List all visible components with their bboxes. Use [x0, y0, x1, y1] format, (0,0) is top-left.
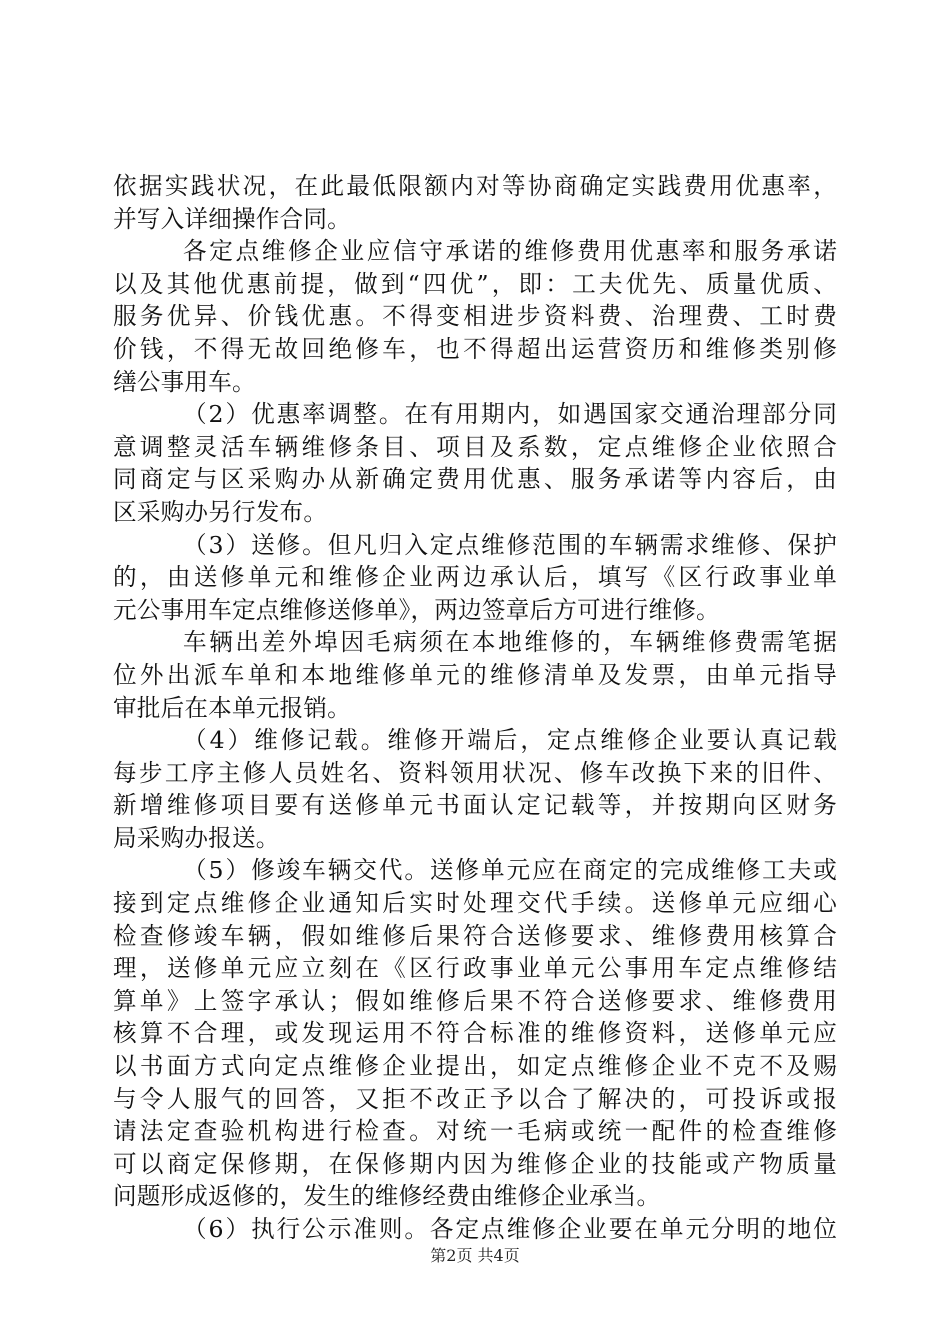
text-line: 同商定与区采购办从新确定费用优惠、服务承诺等内容后，由 [113, 465, 837, 494]
text-line: 价钱，不得无故回绝修车，也不得超出运营资历和维修类别修 [113, 334, 837, 363]
text-line: 可以商定保修期，在保修期内因为维修企业的技能或产物质量 [113, 1149, 837, 1178]
text-line: （6）执行公示准则。各定点维修企业要在单元分明的地位 [183, 1215, 837, 1243]
text-line: 理，送修单元应立刻在《区行政事业单元公事用车定点维修结 [113, 954, 837, 983]
text-line: 车辆出差外埠因毛病须在本地维修的，车辆维修费需笔据 [183, 628, 837, 657]
text-line: （4）维修记载。维修开端后，定点维修企业要认真记载 [183, 726, 837, 755]
text-line: 问题形成返修的，发生的维修经费由维修企业承当。 [113, 1182, 661, 1211]
text-line: 以书面方式向定点维修企业提出，如定点维修企业不克不及赐 [113, 1052, 837, 1081]
document-body [113, 170, 837, 1246]
text-line: 元公事用车定点维修送修单》，两边签章后方可进行维修。 [113, 595, 720, 624]
text-line: 局采购办报送。 [113, 823, 280, 852]
text-line: 接到定点维修企业通知后实时处理交代手续。送修单元应细心 [113, 889, 837, 918]
text-line: （2）优惠率调整。在有用期内，如遇国家交通治理部分同 [183, 400, 837, 429]
text-line: 以及其他优惠前提，做到“四优”，即：工夫优先、质量优质、 [113, 269, 837, 298]
text-line: 服务优异、价钱优惠。不得变相进步资料费、治理费、工时费 [113, 302, 837, 331]
text-line: 依据实践状况，在此最低限额内对等协商确定实践费用优惠率， [113, 172, 837, 200]
text-line: 算单》上签字承认；假如维修后果不符合送修要求、维修费用 [113, 986, 837, 1015]
text-line: 各定点维修企业应信守承诺的维修费用优惠率和服务承诺 [183, 237, 837, 266]
text-line: 检查修竣车辆，假如维修后果符合送修要求、维修费用核算合 [113, 921, 837, 950]
text-line: （5）修竣车辆交代。送修单元应在商定的完成维修工夫或 [183, 856, 837, 885]
text-line: 与令人服气的回答，又拒不改正予以合了解决的，可投诉或报 [113, 1084, 837, 1113]
text-line: 的，由送修单元和维修企业两边承认后，填写《区行政事业单 [113, 563, 837, 592]
page-number-footer: 第2页 共4页 [430, 1246, 520, 1265]
text-line: 位外出派车单和本地维修单元的维修清单及发票，由单元指导 [113, 660, 837, 689]
text-line: 缮公事用车。 [113, 367, 256, 396]
text-line: 新增维修项目要有送修单元书面认定记载等，并按期向区财务 [113, 791, 837, 820]
text-line: （3）送修。但凡归入定点维修范围的车辆需求维修、保护 [183, 530, 837, 559]
text-line: 区采购办另行发布。 [113, 497, 328, 526]
text-line: 请法定查验机构进行检查。对统一毛病或统一配件的检查维修 [113, 1117, 837, 1146]
text-line: 并写入详细操作合同。 [113, 204, 351, 233]
text-line: 每步工序主修人员姓名、资料领用状况、修车改换下来的旧件、 [113, 758, 837, 787]
text-line: 意调整灵活车辆维修条目、项目及系数，定点维修企业依照合 [113, 432, 837, 461]
text-line: 核算不合理，或发现运用不符合标准的维修资料，送修单元应 [113, 1019, 837, 1048]
text-line: 审批后在本单元报销。 [113, 693, 351, 722]
